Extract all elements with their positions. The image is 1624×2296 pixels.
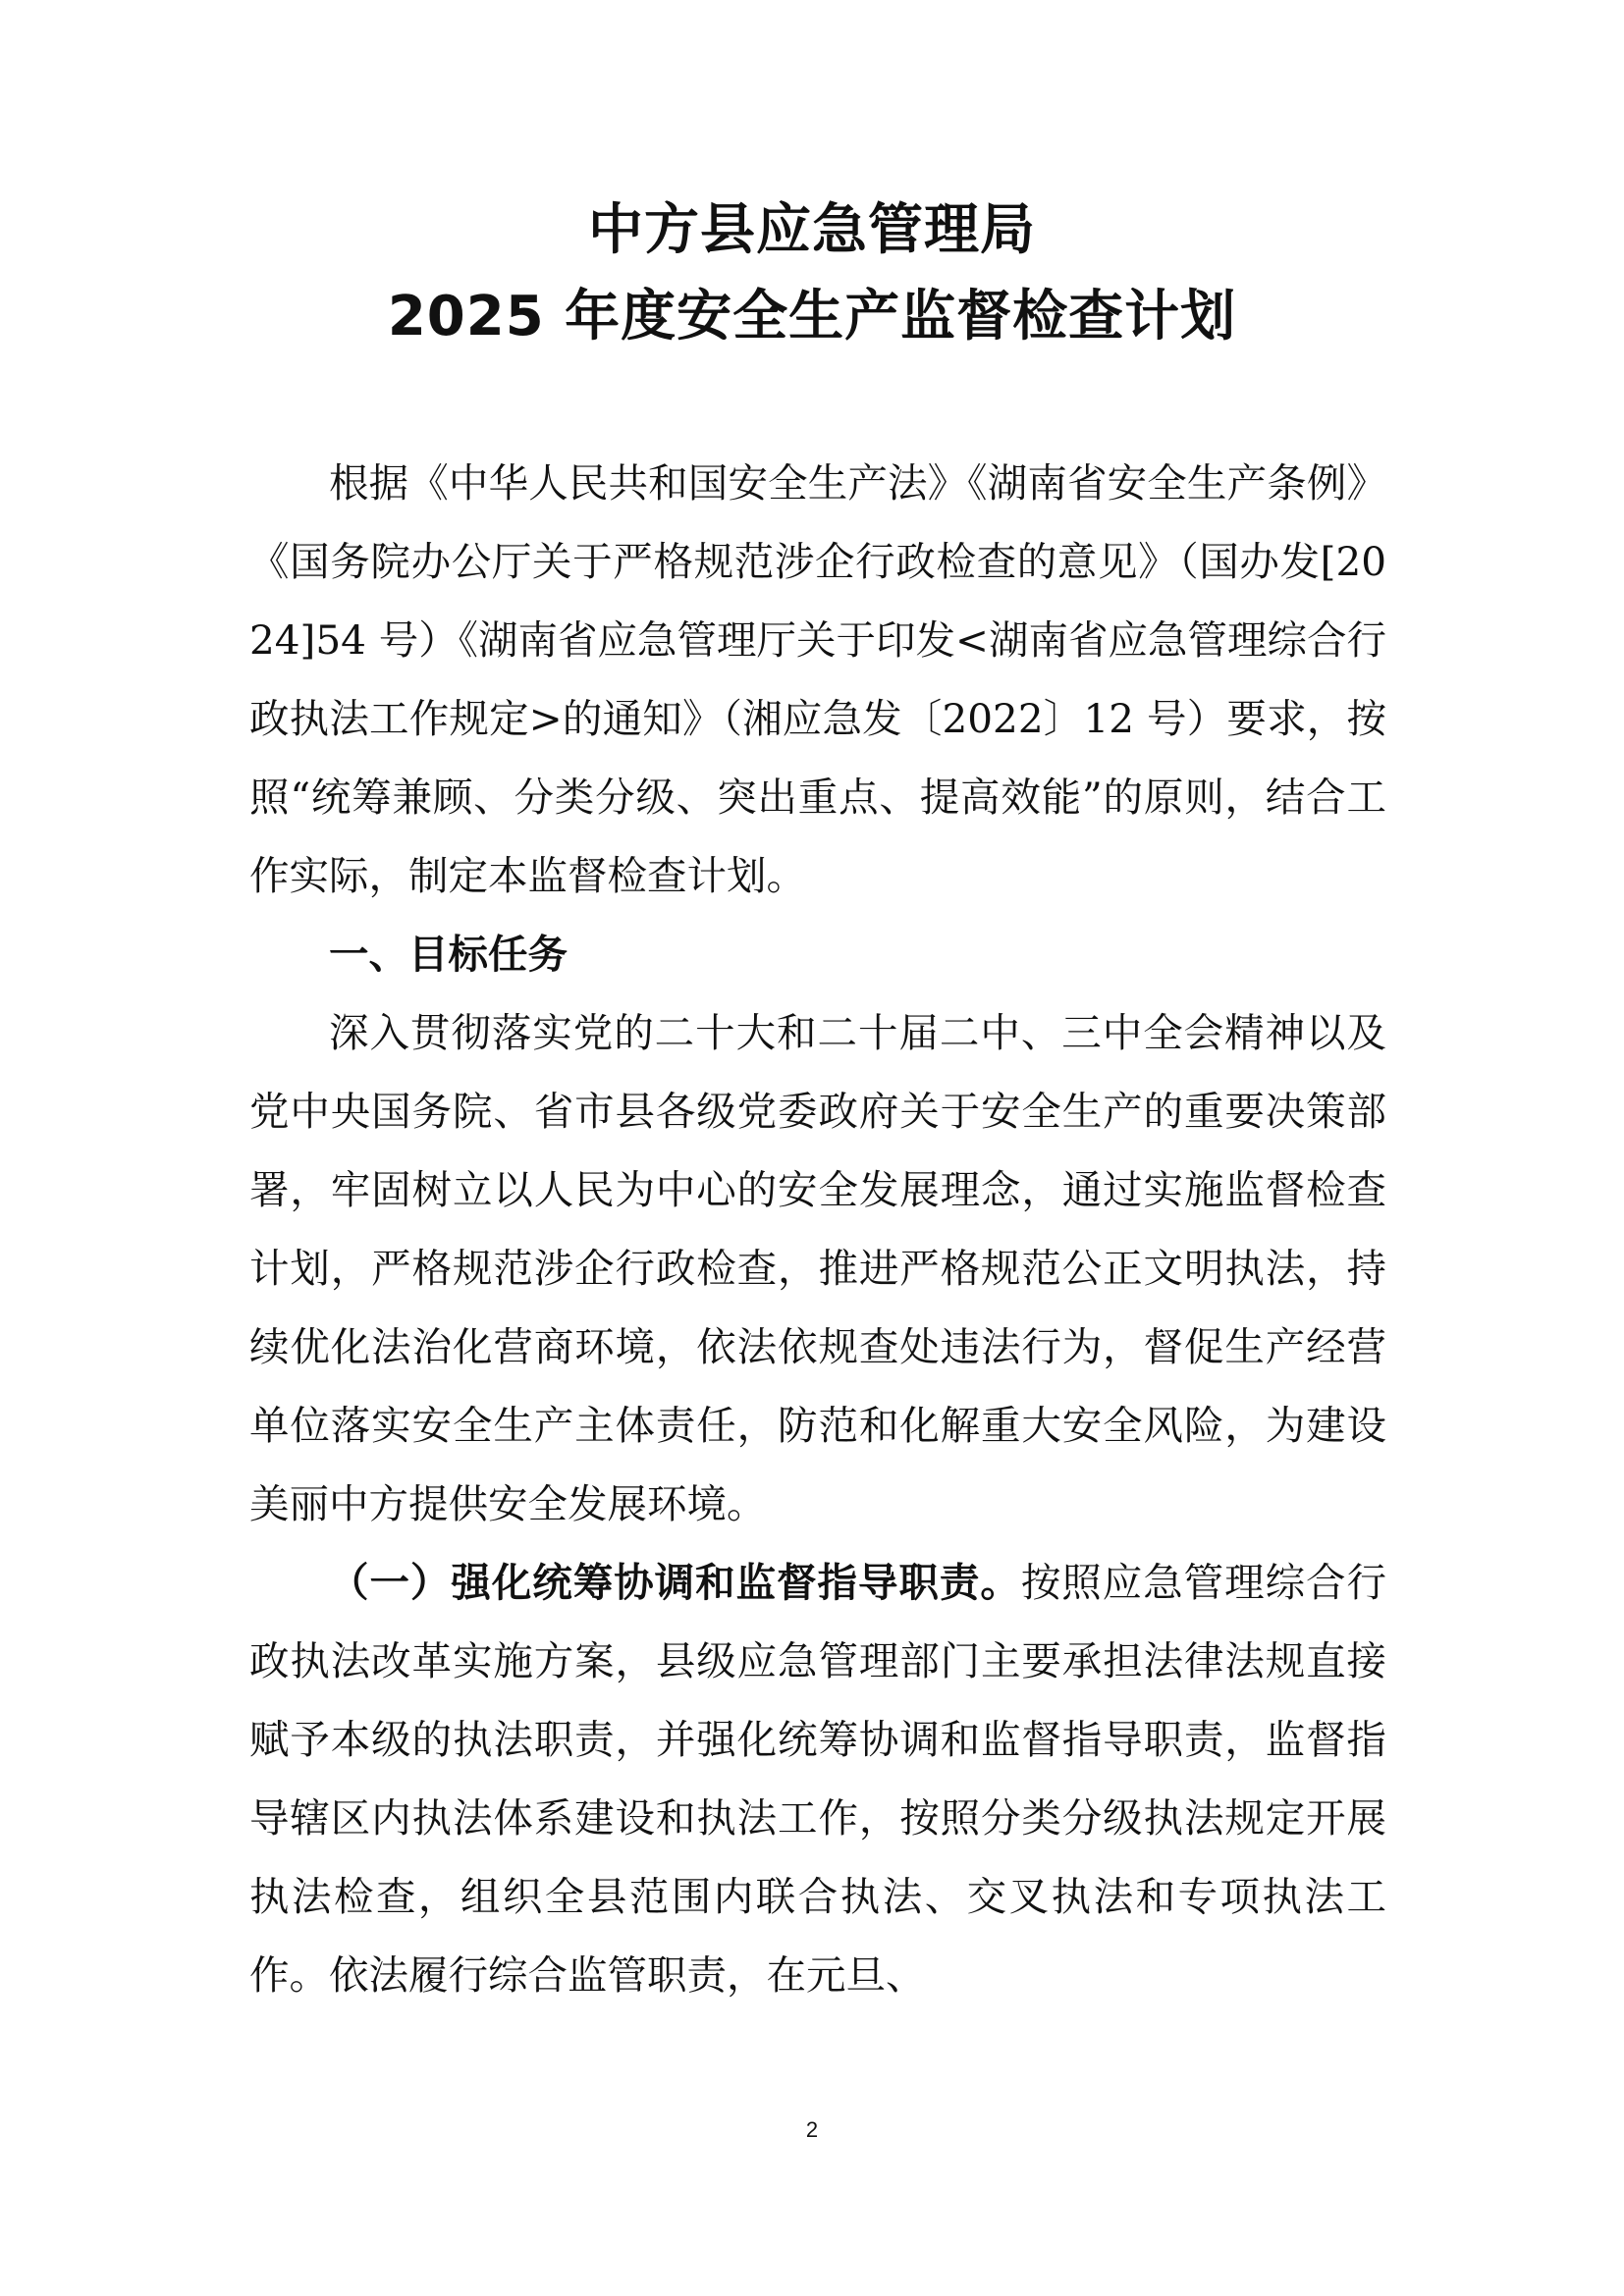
intro-paragraph: 根据《中华人民共和国安全生产法》《湖南省安全生产条例》《国务院办公厅关于严格规范涉企行政检查的意见》（国办发[2024]54 号）《湖南省应急管理厅关于印发<湖南省应急管理综合行政执法工作规定>的通知》（湘应急发〔2022〕12 号）要求，按照“统筹兼顾、分类分级、突出重点、提高效能”的原则，结合工作实际，制定本监督检查计划。 [249,459,1386,899]
document-title-line-1: 中方县应急管理局 [588,198,1036,262]
section-heading-objectives: 一、目标任务 [329,931,568,978]
subsection-paragraph [249,1543,1386,2014]
subsection-body: 按照应急管理综合行政执法改革实施方案，县级应急管理部门主要承担法律法规直接赋予本级的执法职责，并强化统筹协调和监督指导职责，监督指导辖区内执法体系建设和执法工作，按照分类分级执法规定开展执法检查，组织全县范围内联合执法、交叉执法和专项执法工作。依法履行综合监管职责，在元旦、 [249,1559,1387,1999]
document-title-line-2: 2025 年度安全生产监督检查计划 [387,285,1237,348]
document-body [249,444,1386,2014]
subsection-lead: （一）强化统筹协调和监督指导职责。 [329,1559,1021,1606]
page-number: 2 [805,2117,819,2142]
objectives-paragraph: 深入贯彻落实党的二十大和二十届二中、三中全会精神以及党中央国务院、省市县各级党委政府关于安全生产的重要决策部署，牢固树立以人民为中心的安全发展理念，通过实施监督检查计划，严格规范涉企行政检查，推进严格规范公正文明执法，持续优化法治化营商环境，依法依规查处违法行为，督促生产经营单位落实安全生产主体责任，防范和化解重大安全风险，为建设美丽中方提供安全发展环境。 [249,1009,1386,1527]
